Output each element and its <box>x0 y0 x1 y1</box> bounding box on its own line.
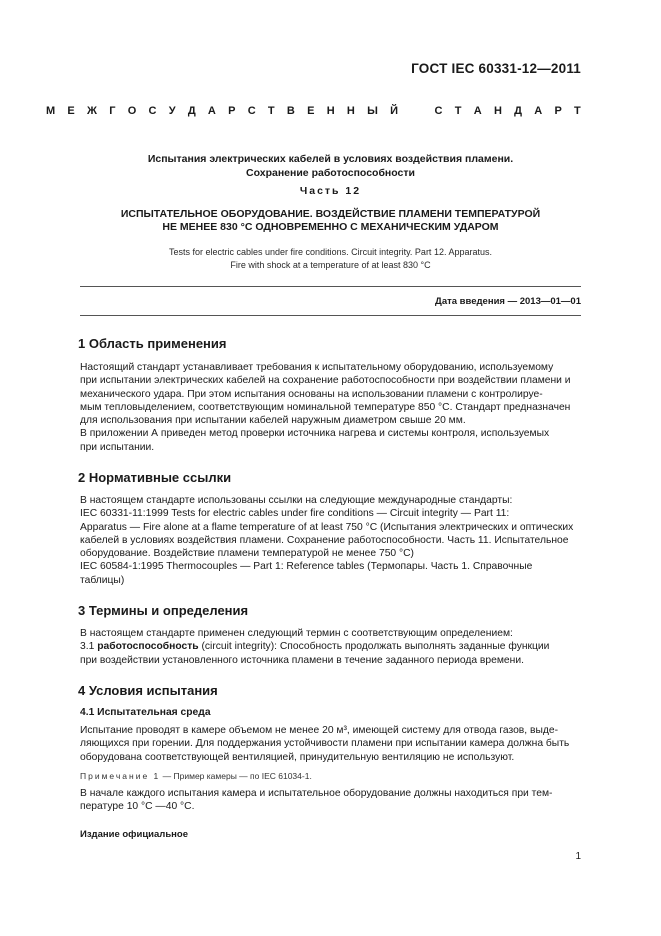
text-line: Apparatus — Fire alone at a flame temperature of at least 750 °C (Испытания электрических и оптических <box>80 521 574 533</box>
text-line: пературе 10 °С —40 °С. <box>80 801 195 813</box>
text-line: Настоящий стандарт устанавливает требования к испытательному оборудованию, используемому <box>80 362 554 373</box>
text-line: кабелей в условиях воздействия пламени. Сохранение работоспособности. Часть 11. Испытательное <box>80 534 569 546</box>
title-line-2: Сохранение работоспособности <box>246 167 415 179</box>
banner-letter: С <box>434 105 443 117</box>
banner-letter: Й <box>390 105 399 117</box>
section-3-heading: 3 Термины и определения <box>78 603 249 618</box>
interstate-standard-banner <box>46 105 581 117</box>
text-line: IEC 60584-1:1995 Thermocouples — Part 1: Reference tables (Термопары. Часть 1. Справочные <box>80 561 533 573</box>
banner-letter: Т <box>574 105 581 117</box>
term-rest: (circuit integrity): Способность продолжать выполнять заданные функции <box>198 641 550 653</box>
text-line: таблицы) <box>80 574 125 586</box>
text-line: В начале каждого испытания камера и испытательное оборудование должны находиться при тем- <box>80 788 553 799</box>
divider <box>80 286 581 287</box>
banner-letter: Н <box>493 105 502 117</box>
title-english <box>80 246 581 271</box>
banner-letter: А <box>207 105 216 117</box>
banner-letter: А <box>534 105 543 117</box>
text-line: при испытании. <box>80 441 155 453</box>
title-en-line-1: Tests for electric cables under fire conditions. Circuit integrity. Part 12. Apparatus. <box>169 247 492 257</box>
title-russian <box>80 152 581 180</box>
title-main-line-1: ИСПЫТАТЕЛЬНОЕ ОБОРУДОВАНИЕ. ВОЗДЕЙСТВИЕ ПЛАМЕНИ ТЕМПЕРАТУРОЙ <box>120 208 541 220</box>
banner-letter: О <box>127 105 137 117</box>
section-3-body <box>80 627 581 667</box>
banner-letter: Д <box>187 105 196 117</box>
banner-letter: Г <box>109 105 116 117</box>
banner-letter: Е <box>67 105 75 117</box>
text-line: при испытании электрических кабелей на сохранение работоспособности при воздействии пламени и <box>80 375 571 387</box>
document-code: ГОСТ IEC 60331-12—2011 <box>411 61 581 76</box>
note-label: Примечание 1 <box>80 771 161 781</box>
text-line: В приложении А приведен метод проверки источника нагрева и системы контроля, используемых <box>80 428 550 440</box>
section-2-heading: 2 Нормативные ссылки <box>78 470 232 485</box>
banner-gap <box>410 105 422 117</box>
term-definition <box>80 640 581 653</box>
edition-label: Издание официальное <box>80 829 188 840</box>
section-1-heading: 1 Область применения <box>78 336 227 351</box>
banner-letter: С <box>148 105 157 117</box>
banner-letter: Т <box>267 105 275 117</box>
banner-letter: М <box>46 105 56 117</box>
banner-letter: Е <box>307 105 315 117</box>
banner-letter: Р <box>228 105 236 117</box>
text-line: механического удара. При этом испытания основаны на использовании пламени с контролируе- <box>80 388 543 400</box>
banner-letter: Т <box>454 105 462 117</box>
text-line: мым тепловыделением, соответствующим номинальной температуре 850 °С. Стандарт предназначен <box>80 401 571 413</box>
section-4-body-2 <box>80 787 581 814</box>
banner-letter: Н <box>346 105 355 117</box>
text-line: Испытание проводят в камере объемом не менее 20 м³, имеющей систему для отвода газов, выде- <box>80 725 559 736</box>
part-label: Часть 12 <box>299 185 362 197</box>
title-line-1: Испытания электрических кабелей в условиях воздействия пламени. <box>147 153 514 165</box>
section-1-paragraph-1 <box>80 361 581 427</box>
banner-letter: С <box>247 105 256 117</box>
subsection-4-1-heading: 4.1 Испытательная среда <box>80 707 211 718</box>
section-1-paragraph-2 <box>80 427 581 454</box>
text-line: ляющихся при горении. Для поддержания устойчивости пламени при испытании камера должна быть <box>80 738 570 750</box>
term-number: 3.1 <box>80 641 98 653</box>
title-main <box>80 208 581 234</box>
section-4-heading: 4 Условия испытания <box>78 683 218 698</box>
note-text: — Пример камеры — по IEC 61034-1. <box>160 771 312 781</box>
title-en-line-2: Fire with shock at a temperature of at least 830 °C <box>230 259 431 270</box>
term: работоспособность <box>97 641 199 653</box>
divider <box>80 315 581 316</box>
text-line: IEC 60331-11:1999 Tests for electric cables under fire conditions — Circuit integrity — Part 11: <box>80 508 510 520</box>
text-line: при воздействии установленного источника пламени в течение заданного периода времени. <box>80 654 524 666</box>
banner-letter: У <box>168 105 176 117</box>
banner-letter: Ж <box>87 105 97 117</box>
banner-letter: Р <box>554 105 562 117</box>
banner-letter: Н <box>326 105 335 117</box>
banner-letter: А <box>473 105 482 117</box>
section-2-body <box>80 494 581 587</box>
date-of-introduction: Дата введения — 2013—01—01 <box>435 296 581 307</box>
text-line: оборудована соответствующей вентиляцией, принудительную вентиляцию не используют. <box>80 751 515 763</box>
text-line: В настоящем стандарте использованы ссылки на следующие международные стандарты: <box>80 495 513 506</box>
text-line: для использования при испытании кабелей наружным диаметром свыше 20 мм. <box>80 415 466 427</box>
banner-letter: Ы <box>367 105 378 117</box>
text-line: оборудование. Воздействие пламени температурой не менее 750 °С) <box>80 548 414 560</box>
note <box>80 770 581 783</box>
banner-letter: В <box>286 105 295 117</box>
section-4-body <box>80 724 581 764</box>
section-1-body <box>80 361 581 454</box>
text-line: В настоящем стандарте применен следующий термин с соответствующим определением: <box>80 628 513 639</box>
title-main-line-2: НЕ МЕНЕЕ 830 °С ОДНОВРЕМЕННО С МЕХАНИЧЕСКИМ УДАРОМ <box>162 221 499 233</box>
banner-letter: Д <box>514 105 522 117</box>
page-number: 1 <box>575 851 581 862</box>
